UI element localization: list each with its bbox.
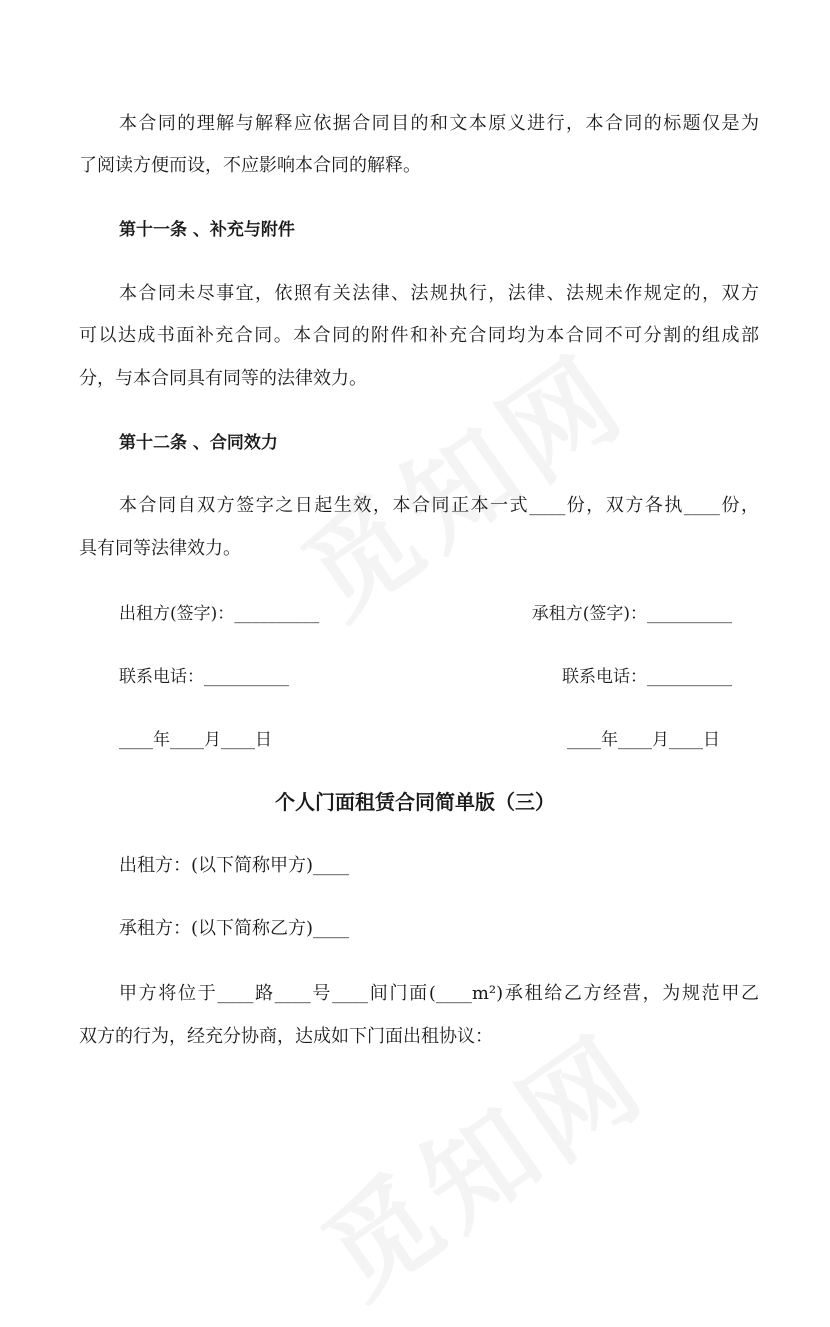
lessee-signature: 承租方(签字)：__________ bbox=[531, 604, 732, 624]
contract-title: 个人门面租赁合同简单版（三） bbox=[275, 790, 555, 814]
lessee-date: ____年____月____日 bbox=[567, 730, 720, 750]
paragraph-line: 具有同等法律效力。 bbox=[79, 538, 241, 559]
lessor-date: ____年____月____日 bbox=[119, 730, 272, 750]
lessee-phone: 联系电话：__________ bbox=[562, 667, 732, 687]
paragraph-line: 了阅读方便而设，不应影响本合同的解释。 bbox=[79, 155, 421, 176]
paragraph-line: 分，与本合同具有同等的法律效力。 bbox=[79, 368, 367, 389]
watermark bbox=[267, 311, 653, 647]
paragraph-line: 甲方将位于____路____号____间门面(____m²)承租给乙方经营，为规范甲乙 bbox=[119, 983, 759, 1004]
lessee-line: 承租方：(以下简称乙方)____ bbox=[119, 918, 350, 939]
lessor-signature: 出租方(签字)：__________ bbox=[119, 604, 320, 624]
lessor-phone: 联系电话：__________ bbox=[119, 667, 289, 687]
lessor-line: 出租方：(以下简称甲方)____ bbox=[119, 855, 350, 876]
article-heading: 第十一条 、补充与附件 bbox=[119, 220, 295, 240]
paragraph-line: 本合同的理解与解释应依据合同目的和文本原义进行，本合同的标题仅是为 bbox=[119, 113, 759, 134]
article-heading: 第十二条 、合同效力 bbox=[119, 433, 278, 453]
paragraph-line: 本合同自双方签字之日起生效，本合同正本一式____份，双方各执____份， bbox=[119, 495, 759, 516]
paragraph-line: 双方的行为，经充分协商，达成如下门面出租协议： bbox=[79, 1026, 493, 1047]
paragraph-line: 本合同未尽事宜，依照有关法律、法规执行，法律、法规未作规定的，双方 bbox=[119, 283, 759, 304]
paragraph-line: 可以达成书面补充合同。本合同的附件和补充合同均为本合同不可分割的组成部 bbox=[79, 325, 759, 346]
